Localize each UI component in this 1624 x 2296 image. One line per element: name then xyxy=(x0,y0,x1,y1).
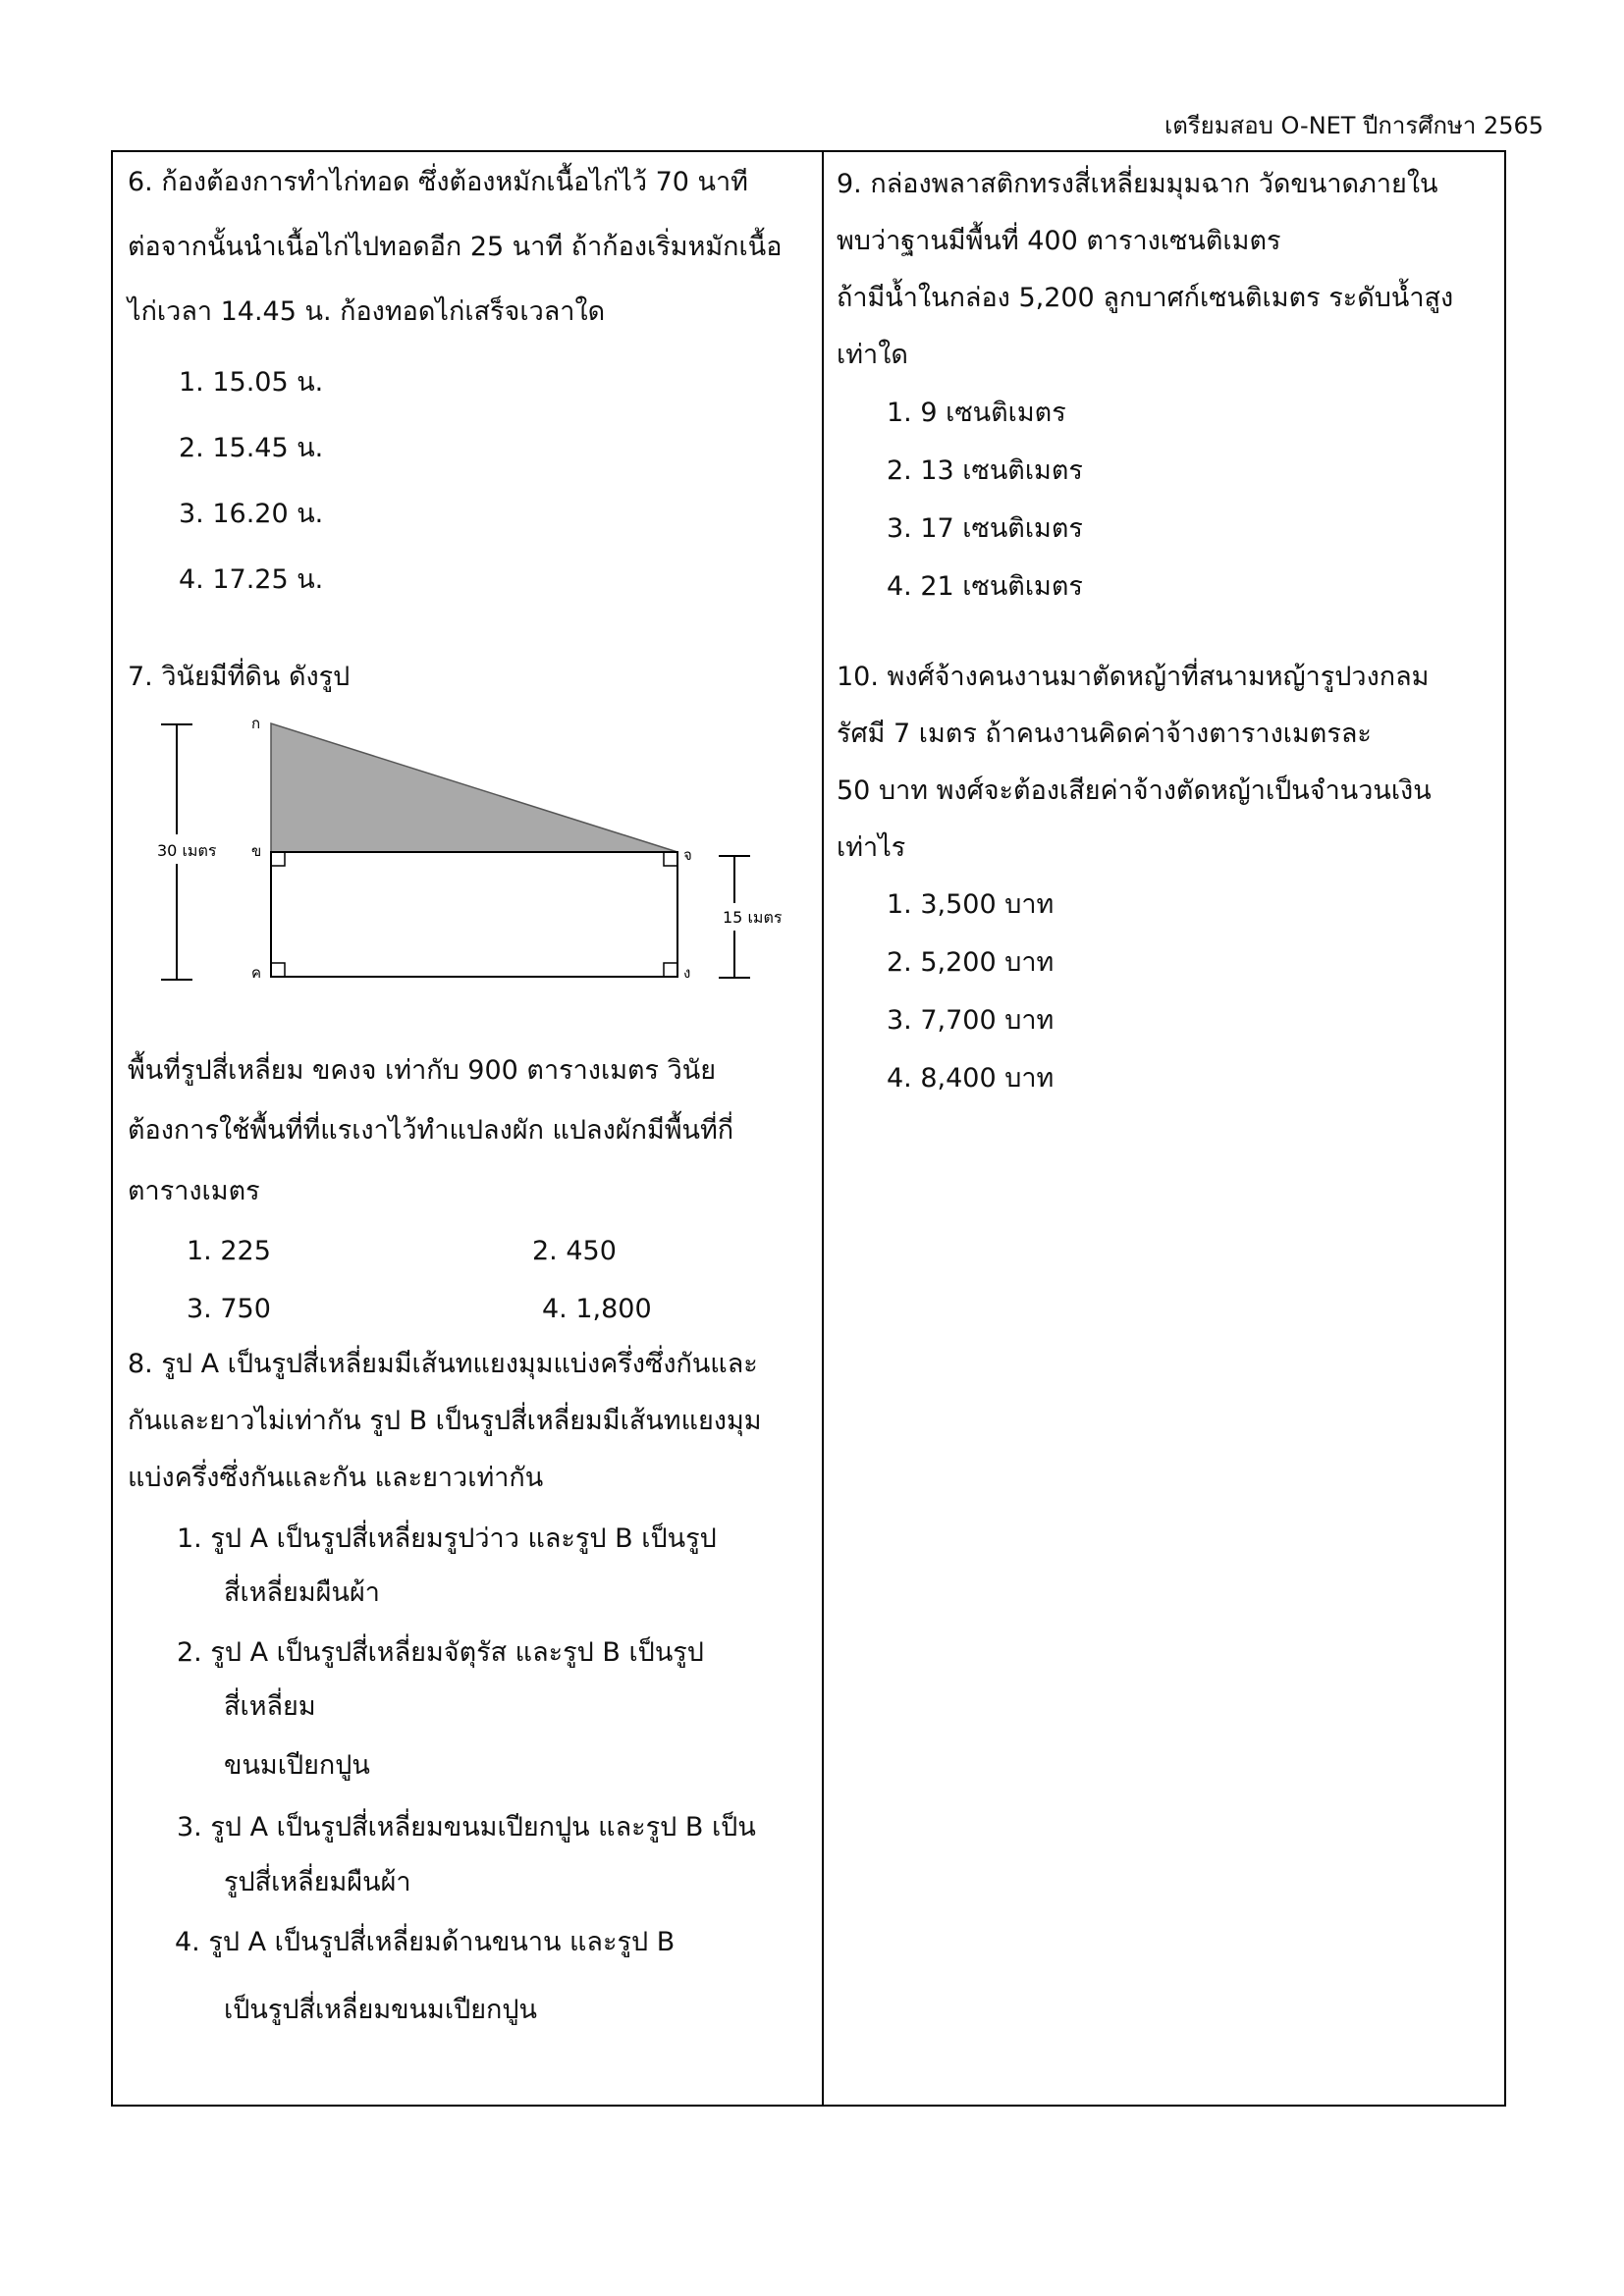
q10-line-3: 50 บาท พงศ์จะต้องเสียค่าจ้างตัดหญ้าเป็นจำนวนเงิน xyxy=(837,775,1432,806)
vertex-ng: ง xyxy=(683,964,691,982)
vertex-k: ก xyxy=(251,715,261,732)
vertex-ch: จ xyxy=(683,846,692,864)
q7-title: 7. วินัยมีที่ดิน ดังรูป xyxy=(128,662,351,692)
q7-choice-1: 1. 225 xyxy=(187,1236,271,1266)
q8-choice-4: 4. รูป A เป็นรูปสี่เหลี่ยมด้านขนาน และรูป B xyxy=(175,1927,676,1957)
q7-choice-3: 3. 750 xyxy=(187,1294,271,1324)
q8-choice-2: 2. รูป A เป็นรูปสี่เหลี่ยมจัตุรัส และรูป B เป็นรูป xyxy=(177,1637,704,1668)
right-angle-mark-ng xyxy=(664,963,677,977)
column-divider xyxy=(822,152,824,2105)
label-30-meters: 30 เมตร xyxy=(157,841,217,860)
q10-line-2: รัศมี 7 เมตร ถ้าคนงานคิดค่าจ้างตารางเมตรละ xyxy=(837,719,1372,749)
q7-line-2: ต้องการใช้พื้นที่ที่แรเงาไว้ทำแปลงผัก แปลงผักมีพื้นที่กี่ xyxy=(128,1115,734,1146)
right-angle-mark-kho xyxy=(271,963,285,977)
q9-line-2: พบว่าฐานมีพื้นที่ 400 ตารางเซนติเมตร xyxy=(837,226,1281,256)
q6-line-2: ต่อจากนั้นนำเนื้อไก่ไปทอดอีก 25 นาที ถ้าก้องเริ่มหมักเนื้อ xyxy=(128,232,783,262)
q9-line-4: เท่าใด xyxy=(837,340,908,370)
q9-choice-1: 1. 9 เซนติเมตร xyxy=(887,398,1066,428)
q10-choice-2: 2. 5,200 บาท xyxy=(887,947,1055,978)
q7-choice-2: 2. 450 xyxy=(532,1236,617,1266)
land-diagram xyxy=(147,707,815,1001)
q10-line-4: เท่าไร xyxy=(837,832,906,863)
shaded-triangle xyxy=(271,723,677,852)
q8-choice-1-cont: สี่เหลี่ยมผืนผ้า xyxy=(224,1577,380,1608)
vertex-kh: ข xyxy=(251,842,262,860)
q8-line-1: 8. รูป A เป็นรูปสี่เหลี่ยมมีเส้นทแยงมุมแบ่งครึ่งซึ่งกันและ xyxy=(128,1349,758,1379)
right-angle-mark-ch xyxy=(664,852,677,866)
q10-line-1: 10. พงศ์จ้างคนงานมาตัดหญ้าที่สนามหญ้ารูปวงกลม xyxy=(837,662,1430,692)
q8-choice-1: 1. รูป A เป็นรูปสี่เหลี่ยมรูปว่าว และรูป B เป็นรูป xyxy=(177,1523,717,1554)
q9-line-1: 9. กล่องพลาสติกทรงสี่เหลี่ยมมุมฉาก วัดขนาดภายใน xyxy=(837,169,1438,199)
q8-choice-2-cont: สี่เหลี่ยม xyxy=(224,1691,316,1722)
q7-line-1: พื้นที่รูปสี่เหลี่ยม ขคงจ เท่ากับ 900 ตารางเมตร วินัย xyxy=(128,1055,717,1086)
q8-choice-3: 3. รูป A เป็นรูปสี่เหลี่ยมขนมเปียกปูน และรูป B เป็น xyxy=(177,1812,756,1842)
vertex-kho: ค xyxy=(251,964,262,982)
q10-choice-3: 3. 7,700 บาท xyxy=(887,1005,1055,1036)
q10-choice-4: 4. 8,400 บาท xyxy=(887,1063,1055,1094)
q6-choice-1: 1. 15.05 น. xyxy=(179,367,324,398)
q6-choice-2: 2. 15.45 น. xyxy=(179,433,324,463)
q9-choice-3: 3. 17 เซนติเมตร xyxy=(887,513,1083,544)
q8-line-3: แบ่งครึ่งซึ่งกันและกัน และยาวเท่ากัน xyxy=(128,1463,544,1493)
label-15-meters: 15 เมตร xyxy=(723,908,783,927)
page-header-title: เตรียมสอบ O-NET ปีการศึกษา 2565 xyxy=(1164,112,1543,139)
q6-choice-4: 4. 17.25 น. xyxy=(179,564,324,595)
q7-line-3: ตารางเมตร xyxy=(128,1176,260,1206)
q7-choice-4: 4. 1,800 xyxy=(542,1294,652,1324)
q8-choice-4-cont: เป็นรูปสี่เหลี่ยมขนมเปียกปูน xyxy=(224,1995,537,2025)
q9-choice-4: 4. 21 เซนติเมตร xyxy=(887,571,1083,602)
q8-line-2: กันและยาวไม่เท่ากัน รูป B เป็นรูปสี่เหลี่ยมมีเส้นทแยงมุม xyxy=(128,1406,762,1436)
rectangle-kh-kho-ng-ch xyxy=(271,852,677,977)
q10-choice-1: 1. 3,500 บาท xyxy=(887,889,1055,920)
q8-choice-3-cont: รูปสี่เหลี่ยมผืนผ้า xyxy=(224,1867,411,1897)
q9-choice-2: 2. 13 เซนติเมตร xyxy=(887,455,1083,486)
q6-line-1: 6. ก้องต้องการทำไก่ทอด ซึ่งต้องหมักเนื้อไก่ไว้ 70 นาที xyxy=(128,167,748,197)
right-angle-mark-kh xyxy=(271,852,285,866)
q6-line-3: ไก่เวลา 14.45 น. ก้องทอดไก่เสร็จเวลาใด xyxy=(128,296,606,327)
q6-choice-3: 3. 16.20 น. xyxy=(179,499,324,529)
q8-choice-2-cont-2: ขนมเปียกปูน xyxy=(224,1750,370,1781)
q9-line-3: ถ้ามีน้ำในกล่อง 5,200 ลูกบาศก์เซนติเมตร ระดับน้ำสูง xyxy=(837,283,1454,313)
